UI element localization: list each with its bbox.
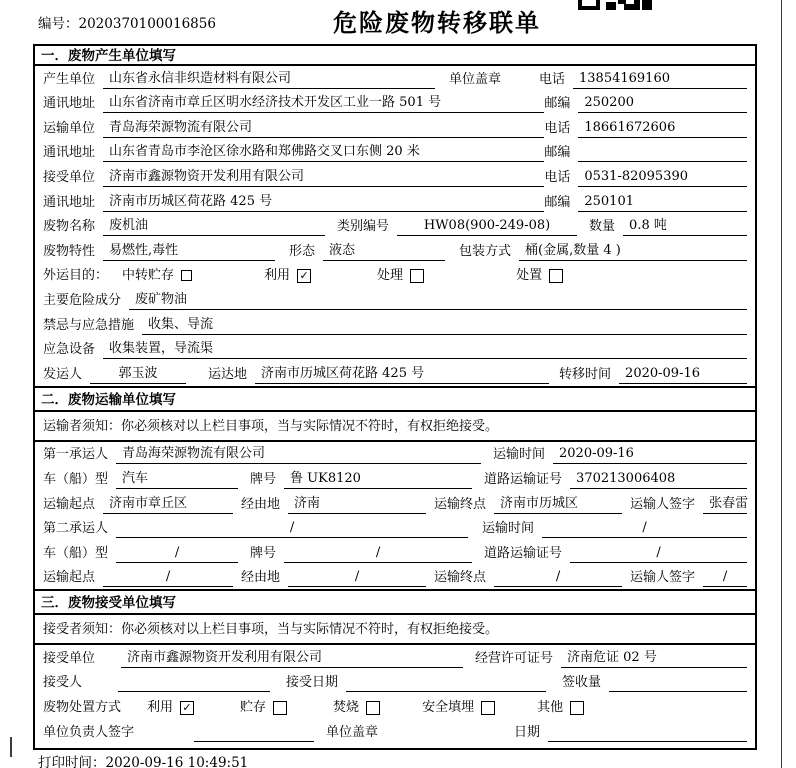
transport-time2-label: 运输时间 [482, 521, 535, 537]
accept-unit-label: 接受单位 [43, 650, 96, 666]
transfer-time-value: 2020-09-16 [619, 364, 747, 384]
via1-label: 经由地 [241, 496, 281, 512]
purpose-option-treat [377, 266, 424, 285]
disposal-option-utilize-label: 利用 [147, 700, 174, 716]
equipment-value: 收集装置，导流渠 [103, 339, 747, 359]
origin1-value: 济南市章丘区 [103, 494, 233, 514]
waste-name-label: 废物名称 [43, 219, 96, 235]
transporter-zip-label: 邮编 [544, 145, 571, 161]
disposal-option-incinerate-label: 焚烧 [333, 700, 360, 716]
accept-unit-row [35, 645, 755, 670]
transporter-row [35, 115, 755, 140]
terminal1-label: 运输终点 [434, 496, 487, 512]
producer-addr-value: 山东省济南市章丘区明水经济技术开发区工业一路 501 号 [103, 93, 544, 113]
qr-code-icon [578, 0, 652, 10]
producer-address-row [35, 91, 755, 116]
terminal2-value: / [494, 567, 622, 587]
transporter-label: 运输单位 [43, 120, 96, 136]
disposal-option-landfill-checkbox [481, 701, 495, 715]
disposal-option-utilize-checkbox: ✓ [180, 701, 194, 715]
transporter-phone-label: 电话 [544, 120, 571, 136]
vehicle1-label: 车（船）型 [43, 471, 109, 487]
equipment-row [35, 337, 755, 362]
receiver-addr-label: 通讯地址 [43, 194, 96, 210]
disposal-option-other-label: 其他 [537, 700, 564, 716]
permit1-value: 370213006408 [570, 469, 747, 489]
sign1-value: 张春雷 [703, 494, 747, 514]
traits-value: 易燃性,毒性 [103, 241, 275, 261]
plate1-value: 鲁 UK8120 [284, 469, 472, 489]
scan-artifact-line [10, 737, 12, 757]
transporter-zip-value [578, 161, 747, 162]
receiver-label: 接受单位 [43, 169, 96, 185]
disposal-option-incinerate-checkbox [366, 701, 380, 715]
category-value: HW08(900-249-08) [397, 216, 577, 236]
purpose-option-utilize-checkbox: ✓ [297, 269, 311, 283]
disposal-option-landfill [422, 698, 495, 717]
receiver-row [35, 164, 755, 189]
accept-unit-value: 济南市鑫源物资开发利用有限公司 [121, 648, 463, 668]
transport-time2-value: / [542, 518, 747, 538]
sign2-label: 运输人签字 [630, 570, 696, 586]
second-carrier-label: 第二承运人 [43, 521, 109, 537]
equipment-label: 应急设备 [43, 342, 96, 358]
receiver-value: 济南市鑫源物资开发利用有限公司 [103, 167, 544, 187]
sign2-value: / [703, 567, 747, 587]
sign1-label: 运输人签字 [630, 496, 696, 512]
via1-value: 济南 [288, 494, 426, 514]
disposal-option-other-checkbox [570, 701, 584, 715]
license-label: 经营许可证号 [475, 650, 554, 666]
first-carrier-label: 第一承运人 [43, 447, 109, 463]
waste-traits-row [35, 238, 755, 263]
receiver-zip-value: 250101 [578, 192, 747, 212]
producer-label: 产生单位 [43, 71, 96, 87]
receiver-zip-label: 邮编 [544, 194, 571, 210]
vehicle2-label: 车（船）型 [43, 545, 109, 561]
receiver-address-row [35, 189, 755, 214]
purpose-option-transfer-storage-checkbox [181, 270, 192, 281]
receiver-phone-value: 0531-82095390 [578, 167, 747, 187]
main-hazard-label: 主要危险成分 [43, 292, 122, 308]
plate2-value: / [284, 543, 472, 563]
manifest-form-table [33, 44, 757, 750]
permit2-label: 道路运输证号 [484, 545, 563, 561]
vehicle2-row [35, 540, 755, 565]
doc-number-label: 编号： [38, 16, 79, 32]
section2-header: 二．废物运输单位填写 [35, 386, 755, 412]
quantity-label: 数量 [589, 219, 616, 235]
section3-notice: 接受者须知：你必须核对以上栏目事项，当与实际情况不符时，有权拒绝接受。 [35, 615, 755, 645]
taboo-row [35, 312, 755, 337]
acceptor-row [35, 670, 755, 695]
transporter-addr-value: 山东省青岛市李沧区徐水路和郑佛路交叉口东侧 20 米 [103, 142, 544, 162]
purpose-option-utilize-label: 利用 [264, 268, 291, 284]
print-time-label: 打印时间： [38, 755, 106, 768]
responsible-sign-value [194, 741, 314, 742]
producer-zip-value: 250200 [578, 93, 747, 113]
main-hazard-value: 废矿物油 [129, 290, 747, 310]
scan-edge-line [781, 0, 782, 768]
origin2-value: / [103, 567, 233, 587]
responsible-sign-row [35, 719, 755, 744]
plate1-label: 牌号 [250, 471, 277, 487]
unit-seal2-label: 单位盖章 [326, 724, 379, 740]
vehicle1-row [35, 466, 755, 491]
unit-seal-label: 单位盖章 [449, 71, 502, 87]
responsible-sign-label: 单位负责人签字 [43, 724, 135, 740]
origin1-label: 运输起点 [43, 496, 96, 512]
waste-name-row [35, 214, 755, 239]
acceptor-label: 接受人 [43, 675, 83, 691]
purpose-option-transfer-storage [122, 266, 192, 285]
print-time [38, 751, 248, 768]
section3-header: 三．废物接受单位填写 [35, 589, 755, 615]
accept-date-label: 接受日期 [286, 675, 339, 691]
form-value: 液态 [323, 241, 445, 261]
disposal-option-storage-checkbox [273, 701, 287, 715]
disposal-label: 废物处置方式 [43, 700, 122, 716]
receiver-addr-value: 济南市历城区荷花路 425 号 [103, 192, 544, 212]
route1-row [35, 491, 755, 516]
vehicle1-value: 汽车 [116, 469, 238, 489]
purpose-option-utilize [264, 266, 311, 285]
transport-time1-label: 运输时间 [492, 447, 545, 463]
category-label: 类别编号 [337, 219, 390, 235]
quantity-value: 0.8 吨 [623, 216, 747, 236]
plate2-label: 牌号 [250, 545, 277, 561]
via2-label: 经由地 [241, 570, 281, 586]
disposal-option-incinerate [333, 698, 380, 717]
purpose-option-treat-checkbox [410, 269, 424, 283]
packing-label: 包装方式 [459, 243, 512, 259]
disposal-row [35, 694, 755, 719]
first-carrier-value: 青岛海荣源物流有限公司 [116, 444, 481, 464]
date-value [548, 741, 747, 742]
taboo-label: 禁忌与应急措施 [43, 317, 135, 333]
purpose-option-treat-label: 处理 [377, 268, 404, 284]
date-label: 日期 [514, 724, 541, 740]
terminal2-label: 运输终点 [434, 570, 487, 586]
page-title: 危险废物转移联单 [333, 9, 541, 37]
shipper-row [35, 361, 755, 386]
producer-addr-label: 通讯地址 [43, 96, 96, 112]
first-carrier-row [35, 442, 755, 467]
transporter-address-row [35, 140, 755, 165]
transporter-value: 青岛海荣源物流有限公司 [103, 118, 544, 138]
producer-zip-label: 邮编 [544, 96, 571, 112]
destination-value: 济南市历城区荷花路 425 号 [255, 364, 549, 384]
terminal1-value: 济南市历城区 [494, 494, 622, 514]
purpose-option-dispose-label: 处置 [516, 268, 543, 284]
disposal-option-utilize [147, 698, 194, 717]
transport-time1-value: 2020-09-16 [553, 444, 747, 464]
vehicle2-value: / [116, 543, 238, 563]
purpose-row [35, 263, 755, 288]
received-qty-value [609, 691, 747, 692]
producer-row [35, 66, 755, 91]
disposal-option-other [537, 698, 584, 717]
purpose-option-dispose [516, 266, 563, 285]
transporter-phone-value: 18661672606 [578, 118, 747, 138]
disposal-option-storage [240, 698, 287, 717]
producer-value: 山东省永信非织造材料有限公司 [103, 69, 435, 89]
form-label: 形态 [289, 243, 316, 259]
waste-name-value: 废机油 [103, 216, 325, 236]
disposal-option-storage-label: 贮存 [240, 700, 267, 716]
main-hazard-row [35, 287, 755, 312]
packing-value: 桶(金属,数量 4 ) [519, 241, 747, 261]
received-qty-label: 签收量 [562, 675, 602, 691]
purpose-option-transfer-storage-label: 中转贮存 [122, 268, 175, 284]
license-value: 济南危证 02 号 [561, 648, 747, 668]
doc-number-value: 2020370100016856 [78, 16, 216, 32]
taboo-value: 收集、导流 [142, 315, 747, 335]
section2-notice: 运输者须知：你必须核对以上栏目事项，当与实际情况不符时，有权拒绝接受。 [35, 412, 755, 442]
shipper-value: 郭玉波 [90, 364, 186, 384]
origin2-label: 运输起点 [43, 570, 96, 586]
purpose-label: 外运目的： [43, 268, 109, 284]
purpose-option-dispose-checkbox [549, 269, 563, 283]
route2-row [35, 565, 755, 590]
shipper-label: 发运人 [43, 366, 83, 382]
producer-phone-value: 13854169160 [573, 69, 747, 89]
permit2-value: / [570, 543, 747, 563]
print-time-value: 2020-09-16 10:49:51 [105, 755, 249, 768]
permit1-label: 道路运输证号 [484, 471, 563, 487]
transporter-addr-label: 通讯地址 [43, 145, 96, 161]
acceptor-value [118, 691, 270, 692]
disposal-option-landfill-label: 安全填埋 [422, 700, 475, 716]
accept-date-value [346, 691, 546, 692]
via2-value: / [288, 567, 426, 587]
transfer-time-label: 转移时间 [559, 366, 612, 382]
destination-label: 运达地 [208, 366, 248, 382]
traits-label: 废物特性 [43, 243, 96, 259]
section1-header: 一．废物产生单位填写 [35, 46, 755, 66]
second-carrier-value: / [116, 518, 468, 538]
producer-phone-label: 电话 [538, 71, 565, 87]
second-carrier-row [35, 516, 755, 541]
receiver-phone-label: 电话 [544, 169, 571, 185]
